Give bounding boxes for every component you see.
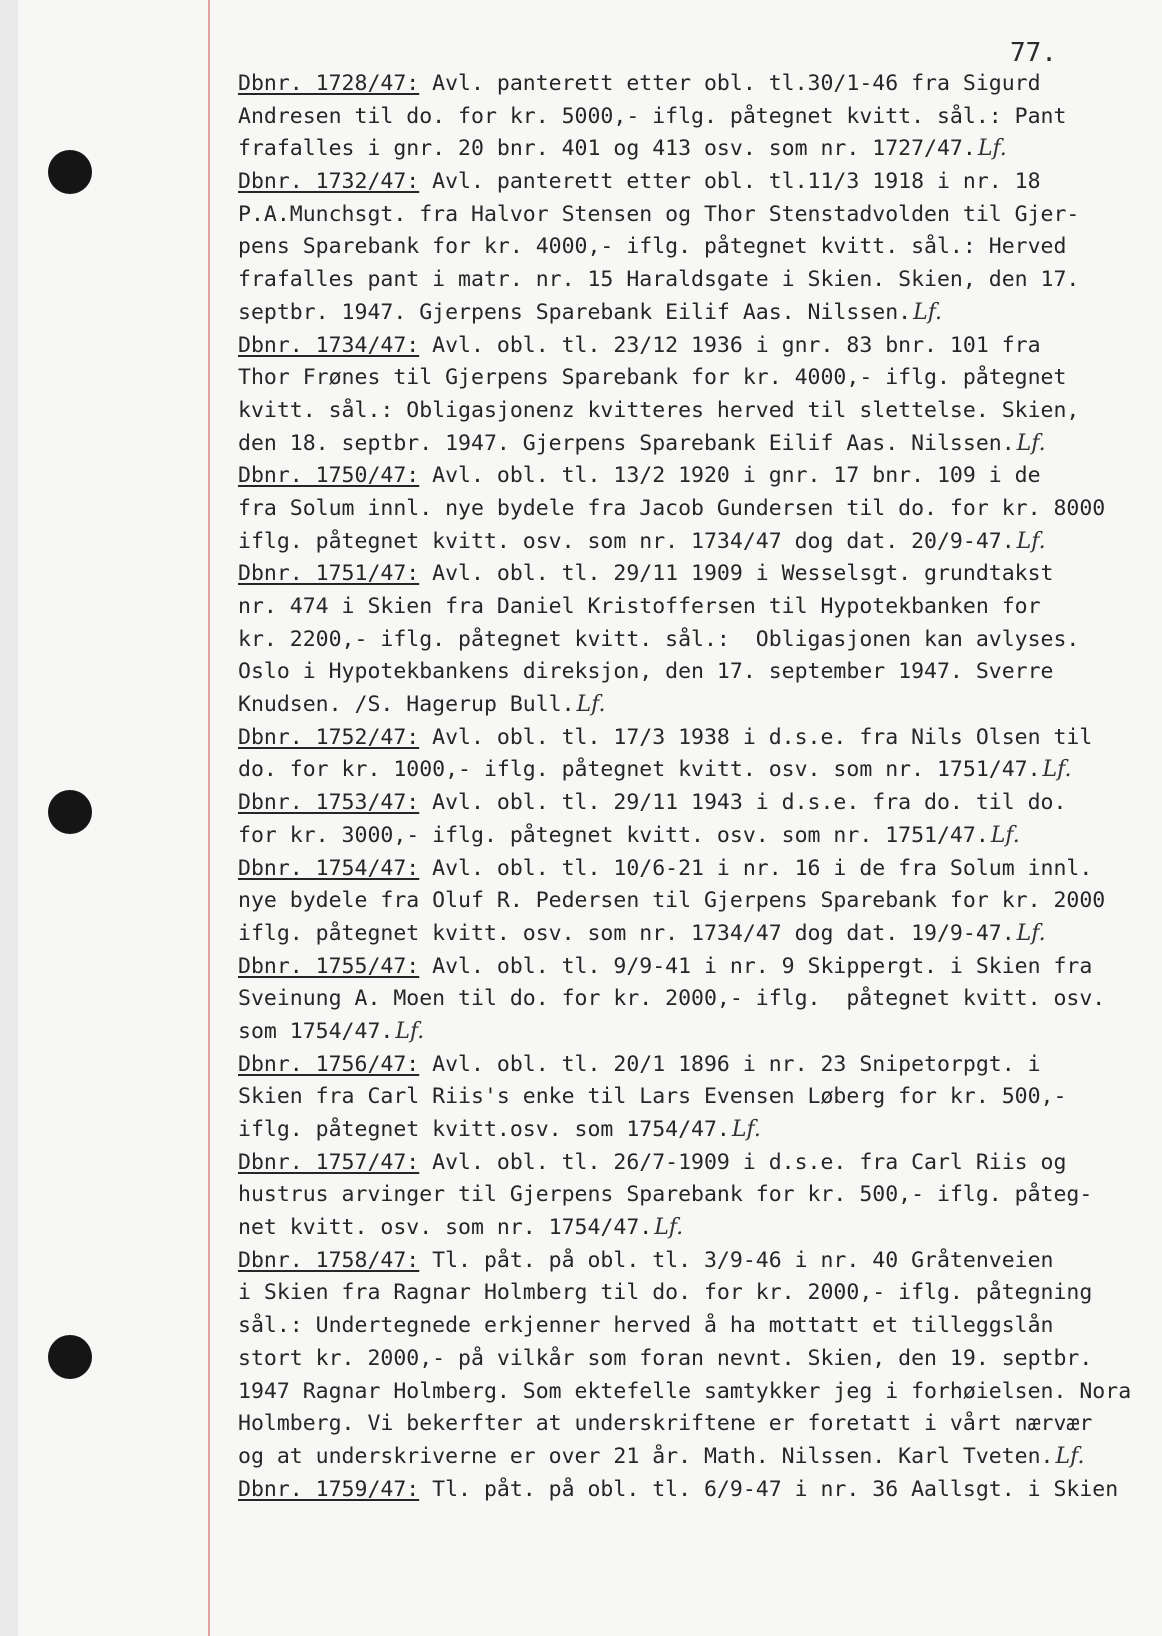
entry-text: Avl. obl. tl. 9/9-41 i nr. 9 Skippergt. i Skien fra bbox=[419, 953, 1093, 979]
dbnr-reference: Dbnr. 1758/47: bbox=[238, 1247, 420, 1273]
handwritten-initials: Lf. bbox=[913, 299, 943, 325]
entry-text: og at underskriverne er over 21 år. Math. Nilssen. Karl Tveten. bbox=[238, 1443, 1054, 1469]
entry-text: P.A.Munchsgt. fra Halvor Stensen og Thor Stenstadvolden til Gjer- bbox=[238, 201, 1080, 227]
dbnr-reference: Dbnr. 1752/47: bbox=[238, 724, 420, 750]
entry-line bbox=[238, 918, 1158, 951]
entry-text: for kr. 3000,- iflg. påtegnet kvitt. osv. som nr. 1751/47. bbox=[238, 822, 989, 848]
dbnr-reference: Dbnr. 1754/47: bbox=[238, 855, 420, 881]
entry-text: sål.: Undertegnede erkjenner herved å ha mottatt et tilleggslån bbox=[238, 1313, 1054, 1339]
binder-hole-bottom bbox=[48, 1335, 92, 1379]
entry-line bbox=[238, 1179, 1158, 1212]
entry-line bbox=[238, 395, 1158, 428]
entry-first-line bbox=[238, 1147, 1158, 1180]
entry-text: septbr. 1947. Gjerpens Sparebank Eilif Aas. Nilssen. bbox=[238, 299, 912, 325]
dbnr-reference: Dbnr. 1751/47: bbox=[238, 561, 420, 587]
entry-first-line bbox=[238, 330, 1158, 363]
entry-text: iflg. påtegnet kvitt. osv. som nr. 1734/47 dog dat. 19/9-47. bbox=[238, 920, 1015, 946]
page-number: 77. bbox=[1010, 38, 1057, 68]
entry-text: frafalles pant i matr. nr. 15 Haraldsgate i Skien. Skien, den 17. bbox=[238, 267, 1080, 293]
handwritten-initials: Lf. bbox=[395, 1018, 425, 1044]
entry-text: kvitt. sål.: Obligasjonenz kvitteres herved til slettelse. Skien, bbox=[238, 397, 1080, 423]
handwritten-initials: Lf. bbox=[1016, 920, 1046, 946]
entry-first-line bbox=[238, 787, 1158, 820]
entry-line bbox=[238, 1212, 1158, 1245]
entry-line bbox=[238, 1408, 1158, 1441]
entry-text: Avl. panterett etter obl. tl.30/1-46 fra Sigurd bbox=[419, 71, 1041, 96]
binder-hole-top bbox=[48, 150, 92, 194]
dbnr-reference: Dbnr. 1728/47: bbox=[238, 71, 420, 96]
entry-text: stort kr. 2000,- på vilkår som foran nevnt. Skien, den 19. septbr. bbox=[238, 1345, 1093, 1371]
entry-first-line bbox=[238, 951, 1158, 984]
dbnr-reference: Dbnr. 1750/47: bbox=[238, 463, 420, 489]
entry-text: Avl. obl. tl. 23/12 1936 i gnr. 83 bnr. 101 fra bbox=[419, 332, 1041, 358]
entry-text: net kvitt. osv. som nr. 1754/47. bbox=[238, 1215, 653, 1241]
entry-text: 1947 Ragnar Holmberg. Som ektefelle samtykker jeg i forhøielsen. Nora bbox=[238, 1378, 1132, 1404]
entry-text: Holmberg. Vi bekerfter at underskriftene er foretatt i vårt nærvær bbox=[238, 1411, 1093, 1437]
entry-text: frafalles i gnr. 20 bnr. 401 og 413 osv. som nr. 1727/47. bbox=[238, 136, 976, 162]
entry-first-line bbox=[238, 853, 1158, 886]
entry-text: nr. 474 i Skien fra Daniel Kristoffersen til Hypotekbanken for bbox=[238, 594, 1041, 619]
entry-text: Avl. obl. tl. 20/1 1896 i nr. 23 Snipetorpgt. i bbox=[419, 1051, 1041, 1077]
dbnr-reference: Dbnr. 1757/47: bbox=[238, 1149, 420, 1175]
entry-text: Skien fra Carl Riis's enke til Lars Evensen Løberg for kr. 500,- bbox=[238, 1084, 1067, 1110]
entry-line bbox=[238, 264, 1158, 297]
entry-line bbox=[238, 231, 1158, 264]
entry-text: Thor Frønes til Gjerpens Sparebank for kr. 4000,- iflg. påtegnet bbox=[238, 365, 1067, 391]
entry-line bbox=[238, 656, 1158, 689]
entry-first-line bbox=[238, 558, 1158, 591]
entry-text: kr. 2200,- iflg. påtegnet kvitt. sål.: Obligasjonen kan avlyses. bbox=[238, 626, 1080, 652]
entry-text: Avl. obl. tl. 26/7-1909 i d.s.e. fra Carl Riis og bbox=[419, 1149, 1067, 1175]
handwritten-initials: Lf. bbox=[731, 1117, 761, 1142]
entry-line bbox=[238, 428, 1158, 461]
entry-line bbox=[238, 591, 1158, 624]
entry-text: fra Solum innl. nye bydele fra Jacob Gundersen til do. for kr. 8000 bbox=[238, 495, 1106, 521]
entry-text: iflg. påtegnet kvitt. osv. som nr. 1734/47 dog dat. 20/9-47. bbox=[238, 528, 1015, 554]
margin-rule bbox=[208, 0, 210, 1636]
entry-text: i Skien fra Ragnar Holmberg til do. for kr. 2000,- iflg. påtegning bbox=[238, 1280, 1093, 1306]
ledger-text bbox=[238, 68, 1158, 1506]
entry-text: Knudsen. /S. Hagerup Bull. bbox=[238, 692, 575, 718]
entry-text: Avl. obl. tl. 17/3 1938 i d.s.e. fra Nils Olsen til bbox=[419, 724, 1093, 750]
handwritten-initials: Lf. bbox=[1042, 757, 1072, 783]
handwritten-initials: Lf. bbox=[977, 136, 1007, 162]
entry-text: den 18. septbr. 1947. Gjerpens Sparebank Eilif Aas. Nilssen. bbox=[238, 430, 1015, 456]
entry-first-line bbox=[238, 68, 1158, 101]
dbnr-reference: Dbnr. 1759/47: bbox=[238, 1476, 420, 1502]
entry-text: Sveinung A. Moen til do. for kr. 2000,- iflg. påtegnet kvitt. osv. bbox=[238, 986, 1106, 1012]
entry-text: Avl. obl. tl. 10/6-21 i nr. 16 i de fra Solum innl. bbox=[419, 855, 1093, 881]
handwritten-initials: Lf. bbox=[1016, 528, 1046, 554]
entry-line bbox=[238, 297, 1158, 330]
entry-line bbox=[238, 1441, 1158, 1474]
entry-line bbox=[238, 101, 1158, 134]
entry-first-line bbox=[238, 166, 1158, 199]
dbnr-reference: Dbnr. 1755/47: bbox=[238, 953, 420, 979]
entry-text: hustrus arvinger til Gjerpens Sparebank for kr. 500,- iflg. påteg- bbox=[238, 1182, 1093, 1208]
entry-line bbox=[238, 885, 1158, 918]
dbnr-reference: Dbnr. 1753/47: bbox=[238, 790, 420, 816]
handwritten-initials: Lf. bbox=[990, 822, 1020, 848]
entry-line bbox=[238, 1016, 1158, 1049]
entry-text: Tl. påt. på obl. tl. 6/9-47 i nr. 36 Aallsgt. i Skien bbox=[419, 1476, 1119, 1502]
entry-line bbox=[238, 1081, 1158, 1114]
handwritten-initials: Lf. bbox=[1016, 430, 1046, 456]
entry-line bbox=[238, 1277, 1158, 1310]
entry-text: Avl. panterett etter obl. tl.11/3 1918 i nr. 18 bbox=[419, 169, 1041, 195]
entry-text: Avl. obl. tl. 29/11 1909 i Wesselsgt. grundtakst bbox=[419, 561, 1054, 587]
binder-hole-middle bbox=[48, 790, 92, 834]
handwritten-initials: Lf. bbox=[1055, 1443, 1085, 1469]
entry-line bbox=[238, 1114, 1158, 1147]
entry-line bbox=[238, 820, 1158, 853]
entry-first-line bbox=[238, 1245, 1158, 1278]
entry-text: nye bydele fra Oluf R. Pedersen til Gjerpens Sparebank for kr. 2000 bbox=[238, 888, 1106, 914]
entry-line bbox=[238, 1343, 1158, 1376]
entry-line bbox=[238, 526, 1158, 559]
entry-first-line bbox=[238, 722, 1158, 755]
entry-first-line bbox=[238, 460, 1158, 493]
entry-first-line bbox=[238, 1049, 1158, 1082]
entry-text: do. for kr. 1000,- iflg. påtegnet kvitt. osv. som nr. 1751/47. bbox=[238, 757, 1041, 783]
entry-text: Avl. obl. tl. 29/11 1943 i d.s.e. fra do. til do. bbox=[419, 790, 1067, 816]
entry-line bbox=[238, 754, 1158, 787]
entry-line bbox=[238, 493, 1158, 526]
entry-line bbox=[238, 624, 1158, 657]
entry-line bbox=[238, 1376, 1158, 1409]
entry-text: Oslo i Hypotekbankens direksjon, den 17. september 1947. Sverre bbox=[238, 659, 1054, 685]
ledger-page bbox=[18, 0, 1162, 1636]
entry-line bbox=[238, 362, 1158, 395]
entry-line bbox=[238, 199, 1158, 232]
dbnr-reference: Dbnr. 1732/47: bbox=[238, 169, 420, 195]
entry-text: pens Sparebank for kr. 4000,- iflg. påtegnet kvitt. sål.: Herved bbox=[238, 234, 1067, 260]
entry-line bbox=[238, 689, 1158, 722]
entry-line bbox=[238, 983, 1158, 1016]
entry-first-line bbox=[238, 1474, 1158, 1507]
dbnr-reference: Dbnr. 1756/47: bbox=[238, 1051, 420, 1077]
handwritten-initials: Lf. bbox=[654, 1215, 684, 1241]
entry-line bbox=[238, 133, 1158, 166]
handwritten-initials: Lf. bbox=[576, 692, 606, 718]
entry-text: som 1754/47. bbox=[238, 1018, 394, 1044]
entry-text: Andresen til do. for kr. 5000,- iflg. påtegnet kvitt. sål.: Pant bbox=[238, 103, 1067, 129]
entry-text: Tl. påt. på obl. tl. 3/9-46 i nr. 40 Gråtenveien bbox=[419, 1247, 1054, 1273]
dbnr-reference: Dbnr. 1734/47: bbox=[238, 332, 420, 358]
entry-line bbox=[238, 1310, 1158, 1343]
entry-text: Avl. obl. tl. 13/2 1920 i gnr. 17 bnr. 109 i de bbox=[419, 463, 1041, 489]
entry-text: iflg. påtegnet kvitt.osv. som 1754/47. bbox=[238, 1117, 730, 1142]
